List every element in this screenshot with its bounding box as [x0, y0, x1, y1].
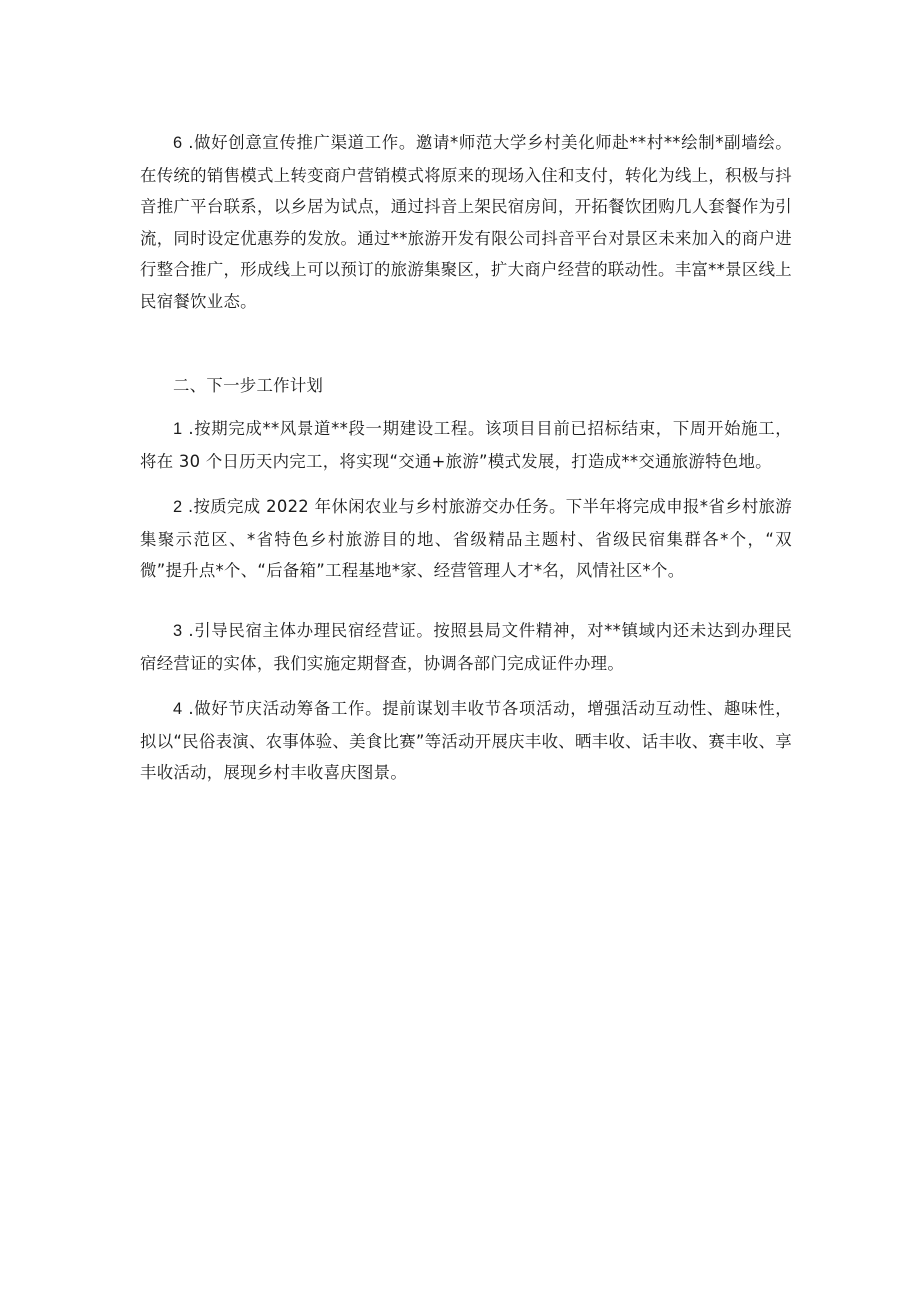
section-heading: 二、下一步工作计划 — [173, 376, 324, 395]
paragraph-text: .做好创意宣传推广渠道工作。邀请*师范大学乡村美化师赴**村**绘制*副墙绘。在传统的销售模式上转变商户营销模式将原来的现场入住和支付，转化为线上，积极与抖音推广平台联系，以乡居为试点，通过抖音上架民宿房间，开拓餐饮团购几人套餐作为引流，同时设定优惠券的发放。通过**旅游开发有限公司抖音平台对景区未来加入的商户进行整合推广，形成线上可以预订的旅游集聚区，扩大商户经营的联动性。丰富**景区线上民宿餐饮业态。 — [140, 133, 792, 311]
paragraph-text: .按质完成 2022 年休闲农业与乡村旅游交办任务。下半年将完成申报*省乡村旅游集聚示范区、*省特色乡村旅游目的地、省级精品主题村、省级民宿集群各*个，“双微”提升点*个、“后备箱”工程基地*家、经营管理人才*名，风情社区*个。 — [140, 497, 792, 581]
paragraph-plan-3 — [140, 615, 792, 679]
paragraph-text: .做好节庆活动筹备工作。提前谋划丰收节各项活动，增强活动互动性、趣味性，拟以“民俗表演、农事体验、美食比赛”等活动开展庆丰收、晒丰收、话丰收、赛丰收、享丰收活动，展现乡村丰收喜庆图景。 — [140, 699, 792, 783]
paragraph-plan-4 — [140, 693, 792, 789]
paragraph-item-6 — [140, 127, 792, 318]
item-number: 2 — [173, 498, 183, 516]
item-number: 3 — [173, 622, 183, 640]
item-number: 6 — [173, 134, 183, 152]
paragraph-plan-1 — [140, 413, 792, 477]
paragraph-text: .引导民宿主体办理民宿经营证。按照县局文件精神，对**镇域内还未达到办理民宿经营证的实体，我们实施定期督查，协调各部门完成证件办理。 — [140, 621, 792, 673]
paragraph-text: .按期完成**风景道**段一期建设工程。该项目目前已招标结束，下周开始施工，将在 30 个日历天内完工，将实现“交通+旅游”模式发展，打造成**交通旅游特色地。 — [140, 419, 792, 471]
item-number: 1 — [173, 420, 183, 438]
paragraph-plan-2 — [140, 491, 792, 587]
item-number: 4 — [173, 700, 183, 718]
